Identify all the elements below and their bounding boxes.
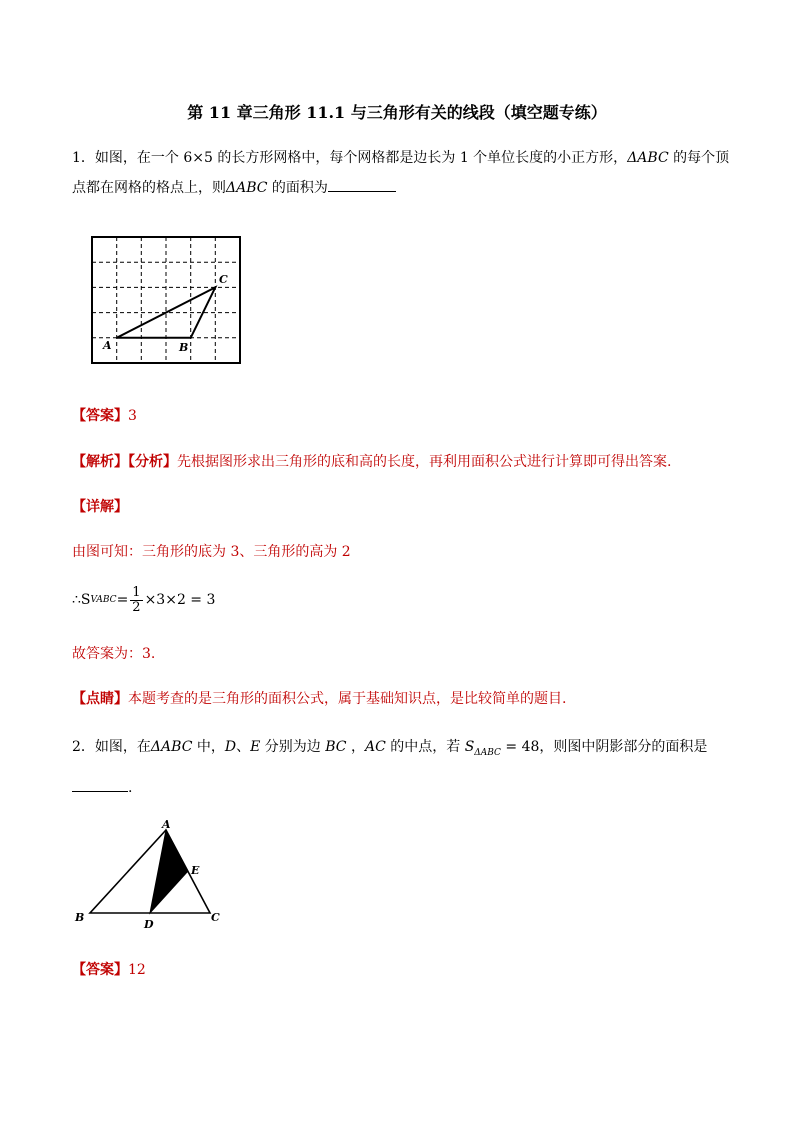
- q1-answer-blank: [328, 177, 396, 192]
- q1-line2-b: 的面积为: [267, 180, 328, 196]
- q2-sep: 、: [236, 739, 251, 755]
- q1-answer-tag: 【答案】: [72, 408, 128, 424]
- q2-text-b: 中，: [192, 739, 225, 755]
- q2-answer-tag: 【答案】: [72, 962, 128, 978]
- q2-text-e: 的中点，若: [385, 739, 465, 755]
- q2-line2-end: .: [128, 780, 133, 796]
- q1-formula: [72, 585, 215, 615]
- label-b: B: [179, 341, 189, 354]
- q1-detail-tag: 【详解】: [72, 499, 128, 515]
- label-a: A: [162, 818, 171, 831]
- formula-rest: ×3×2 = 3: [144, 592, 216, 608]
- q1-analysis-text: 先根据图形求出三角形的底和高的长度，再利用面积公式进行计算即可得出答案.: [177, 454, 672, 470]
- shaded-region: [150, 830, 188, 913]
- label-c: C: [211, 911, 220, 924]
- q2-s-prefix: S: [464, 739, 475, 755]
- q1-answer: [72, 406, 137, 426]
- q2-bc: BC: [325, 739, 347, 755]
- q1-text-b: 的每个顶: [668, 150, 730, 166]
- q2-line-1: [72, 737, 707, 763]
- q2-number: 2．: [72, 739, 95, 755]
- formula-prefix: ∴S: [72, 592, 91, 608]
- q2-s-eq: = 48: [500, 739, 540, 755]
- formula-numerator: 1: [132, 584, 141, 600]
- q1-grid-figure: [86, 232, 246, 368]
- q1-comment-tag: 【点睛】: [72, 691, 128, 707]
- q2-answer-blank: [72, 777, 128, 792]
- q1-answer-value: 3: [128, 408, 137, 424]
- q1-triangle-b: ΔABC: [226, 180, 268, 196]
- label-b: B: [75, 911, 85, 924]
- q1-detail-text: 由图可知：三角形的底为 3、三角形的高为 2: [72, 544, 351, 560]
- q1-text-a: 如图，在一个 6×5 的长方形网格中，每个网格都是边长为 1 个单位长度的小正方形，: [94, 150, 628, 166]
- formula-eq: =: [116, 592, 129, 608]
- label-a: A: [103, 339, 112, 352]
- formula-sub: VABC: [90, 595, 117, 605]
- label-d: D: [144, 918, 154, 931]
- q2-text-c: 分别为边: [260, 739, 326, 755]
- q1-comment-text: 本题考查的是三角形的面积公式，属于基础知识点，是比较简单的题目.: [128, 691, 567, 707]
- q2-answer-value: 12: [128, 962, 146, 978]
- formula-denominator: 2: [132, 599, 141, 615]
- q2-text-a: 如图，在: [94, 739, 151, 755]
- formula-fraction: [130, 586, 142, 615]
- q1-number: 1．: [72, 150, 95, 166]
- q1-analysis: [72, 452, 671, 472]
- label-e: E: [191, 864, 200, 877]
- grid-lines: [92, 237, 240, 363]
- q1-analysis-tag: 【解析】【分析】: [72, 454, 177, 470]
- q2-text-f: ，则图中阴影部分的面积是: [539, 739, 708, 755]
- label-c: C: [219, 273, 228, 286]
- q2-text-d: ，: [346, 739, 365, 755]
- q1-conclusion: 故答案为：3.: [72, 646, 156, 662]
- q2-d-label: D: [224, 739, 237, 755]
- q2-e-label: E: [250, 739, 261, 755]
- page-title: 第 11 章三角形 11.1 与三角形有关的线段（填空题专练）: [187, 103, 607, 122]
- q2-s-sub: ΔABC: [474, 747, 501, 758]
- q2-triangle: ΔABC: [150, 739, 193, 755]
- q2-line-2: [72, 777, 132, 798]
- q1-line-2: [72, 177, 396, 198]
- q1-line-1: [72, 148, 729, 168]
- q2-triangle-figure: [70, 818, 230, 936]
- q1-line2-a: 点都在网格的格点上，则: [72, 180, 226, 196]
- q1-triangle-a: ΔABC: [627, 150, 669, 166]
- q2-answer: [72, 960, 146, 980]
- q1-comment: [72, 689, 566, 709]
- q2-ac: AC: [364, 739, 386, 755]
